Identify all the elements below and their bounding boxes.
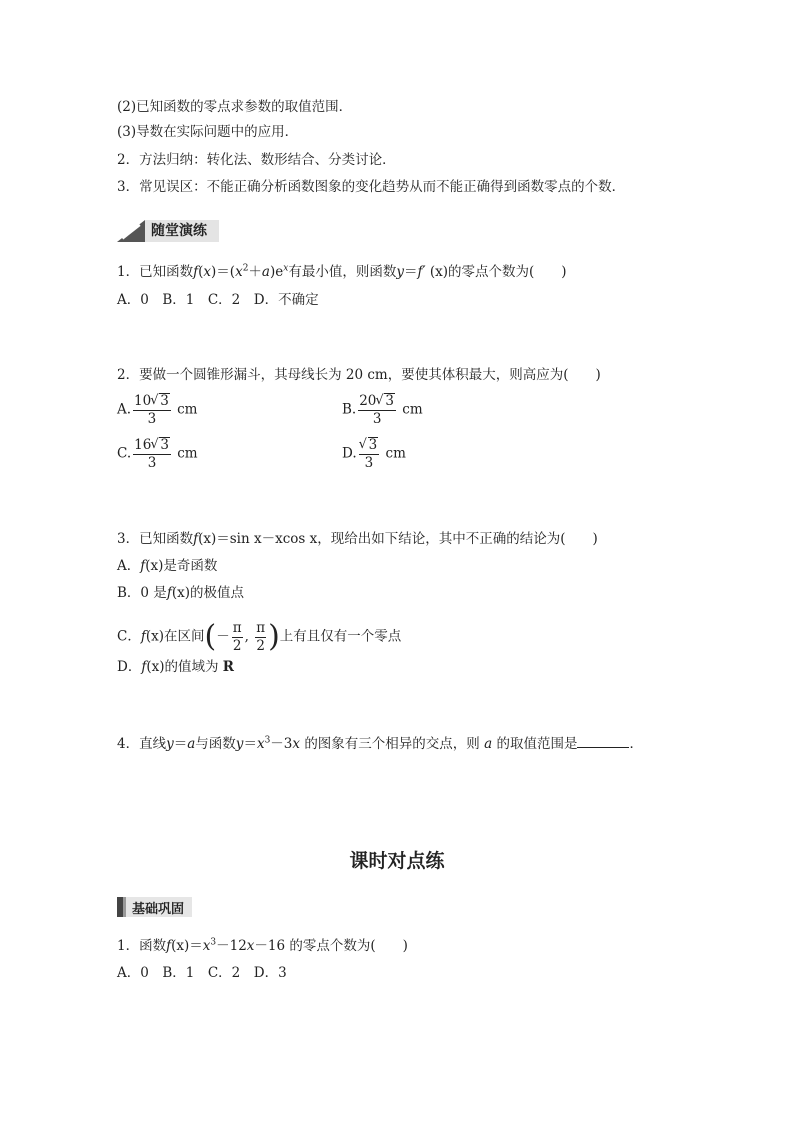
text: 有最小值，则函数 bbox=[288, 264, 397, 280]
unit: cm bbox=[177, 401, 198, 418]
denominator: 3 bbox=[372, 411, 382, 427]
exponent: 3 bbox=[264, 735, 271, 746]
text: (x) bbox=[171, 585, 190, 601]
question-3-option-b bbox=[117, 583, 244, 603]
math-var: x bbox=[246, 938, 255, 954]
radicand: 3 bbox=[160, 393, 169, 409]
math-var: f bbox=[140, 558, 146, 574]
denominator: 3 bbox=[147, 411, 157, 427]
math-var: f bbox=[166, 585, 172, 601]
paren: ) bbox=[268, 619, 280, 654]
denominator: 3 bbox=[364, 455, 374, 471]
text: 上有且仅有一个零点 bbox=[279, 628, 402, 645]
question-4-stem bbox=[117, 733, 643, 754]
paren: ( bbox=[204, 619, 217, 654]
exponent: 3 bbox=[210, 937, 217, 948]
math-var: f bbox=[166, 938, 172, 954]
denominator: 2 bbox=[232, 638, 242, 654]
question-1-options: A．0 B．1 C．2 D．不确定 bbox=[117, 292, 319, 308]
text: ＝ bbox=[243, 736, 257, 752]
radicand: 3 bbox=[385, 393, 394, 409]
text: (x) bbox=[171, 938, 190, 954]
section-corner-icon bbox=[117, 220, 145, 242]
fraction bbox=[359, 437, 380, 471]
text: －12 bbox=[216, 938, 247, 954]
text: ＋ bbox=[248, 264, 262, 280]
text: 的取值范围是 bbox=[496, 736, 578, 752]
exponent: x bbox=[283, 263, 289, 274]
text: 的图象有三个相异的交点，则 bbox=[304, 736, 480, 752]
text: －16 的零点个数为( ) bbox=[254, 938, 408, 954]
fraction bbox=[133, 393, 171, 427]
math-var: f bbox=[141, 659, 147, 675]
numerator: π bbox=[232, 620, 242, 636]
text: 的极值点 bbox=[189, 585, 244, 601]
section-label: 基础巩固 bbox=[132, 901, 185, 917]
question-2-option-d bbox=[342, 437, 406, 471]
text: ＝ bbox=[173, 736, 188, 752]
math-var: y bbox=[166, 736, 174, 752]
option-label: B. bbox=[342, 401, 357, 418]
method-summary: 2．方法归纳：转化法、数形结合、分类讨论． bbox=[117, 152, 396, 168]
text: 4．直线 bbox=[117, 736, 167, 752]
text: (x) bbox=[146, 659, 165, 675]
section-label: 随堂演练 bbox=[145, 220, 219, 242]
answer-blank[interactable] bbox=[577, 733, 629, 748]
fraction bbox=[358, 393, 396, 427]
math-var: y bbox=[396, 264, 404, 280]
text: 已知函数 bbox=[139, 264, 194, 280]
fraction bbox=[255, 620, 266, 654]
question-3-option-c bbox=[117, 620, 401, 654]
option-label: D. bbox=[342, 445, 357, 462]
text: 的值域为 bbox=[164, 659, 219, 675]
common-mistake: 3．常见误区：不能正确分析函数图象的变化趋势从而不能正确得到函数零点的个数． bbox=[117, 179, 626, 195]
text: － bbox=[216, 628, 230, 645]
question-number: 1． bbox=[117, 264, 140, 280]
section-heading-practice bbox=[117, 220, 219, 242]
practice-1-stem bbox=[117, 936, 408, 956]
coef: 10 bbox=[134, 393, 152, 409]
math-var: a bbox=[261, 264, 270, 280]
fraction bbox=[133, 437, 171, 471]
math-set: R bbox=[222, 659, 235, 675]
coef: 16 bbox=[134, 437, 152, 453]
denominator: 3 bbox=[147, 455, 157, 471]
math-var: x bbox=[292, 736, 301, 752]
practice-1-options: A．0 B．1 C．2 D．3 bbox=[117, 965, 287, 981]
option-label: B．0 是 bbox=[117, 585, 167, 601]
intro-item-2: (2)已知函数的零点求参数的取值范围． bbox=[117, 99, 353, 115]
section-bar-icon bbox=[117, 897, 126, 917]
math-var: x bbox=[235, 264, 243, 280]
question-3-stem bbox=[117, 529, 598, 549]
question-2-option-a bbox=[117, 393, 198, 427]
text: (x) bbox=[145, 558, 164, 574]
radicand: 3 bbox=[160, 437, 169, 453]
math-var: f bbox=[193, 264, 199, 280]
numerator: π bbox=[256, 620, 266, 636]
text: , bbox=[244, 628, 249, 645]
text: (x) bbox=[429, 264, 448, 280]
question-2-stem: 2．要做一个圆锥形漏斗，其母线长为 20 cm，要使其体积最大，则高应为( ) bbox=[117, 367, 601, 383]
text: 是奇函数 bbox=[163, 558, 218, 574]
text: 与函数 bbox=[195, 736, 236, 752]
fraction bbox=[232, 620, 243, 654]
question-3-option-d bbox=[117, 657, 234, 677]
text: －3 bbox=[270, 736, 293, 752]
text: 的零点个数为( ) bbox=[447, 264, 567, 280]
question-2-option-c bbox=[117, 437, 198, 471]
math-var: x bbox=[256, 736, 265, 752]
math-var: f bbox=[140, 628, 146, 645]
text: ． bbox=[629, 736, 643, 752]
math-var: f bbox=[193, 531, 199, 547]
question-3-option-a bbox=[117, 556, 217, 576]
coef: 20 bbox=[359, 393, 377, 409]
exponent: 2 bbox=[242, 263, 249, 274]
math-var: a bbox=[484, 736, 493, 752]
math-var: x bbox=[203, 264, 211, 280]
text: ＝ bbox=[403, 264, 418, 280]
text: 1．函数 bbox=[117, 938, 167, 954]
denominator: 2 bbox=[256, 638, 265, 654]
text: (x) bbox=[145, 628, 164, 645]
option-label: A． bbox=[117, 558, 141, 574]
math-var: y bbox=[235, 736, 244, 752]
radicand: 3 bbox=[368, 437, 378, 453]
math-var: x bbox=[202, 938, 211, 954]
option-label: A. bbox=[117, 401, 132, 418]
text: 3．已知函数 bbox=[117, 531, 194, 547]
option-label: C． bbox=[117, 628, 141, 645]
text: 在区间 bbox=[164, 628, 205, 645]
text: ＝( bbox=[216, 264, 236, 280]
text: ＝ bbox=[189, 938, 203, 954]
intro-item-3: (3)导数在实际问题中的应用． bbox=[117, 124, 299, 140]
math-var: f′ bbox=[417, 264, 426, 280]
unit: cm bbox=[177, 445, 198, 462]
text: )e bbox=[269, 264, 284, 280]
question-2-option-b bbox=[342, 393, 423, 427]
option-label: C. bbox=[117, 445, 132, 462]
text: ＝sin x－xcos x，现给出如下结论，其中不正确的结论为( ) bbox=[216, 531, 598, 547]
option-label: D． bbox=[117, 659, 142, 675]
page-title: 课时对点练 bbox=[349, 850, 445, 872]
text: (x) bbox=[198, 531, 217, 547]
math-var: a bbox=[187, 736, 196, 752]
question-1-stem: 1．已知函数$f(x)=(x^2+a)e^x$有最小值，则函数y＝f′ (x)的零点个数为( ) bbox=[117, 263, 567, 280]
unit: cm bbox=[402, 401, 423, 418]
unit: cm bbox=[385, 445, 406, 462]
section-heading-basics bbox=[117, 897, 192, 917]
